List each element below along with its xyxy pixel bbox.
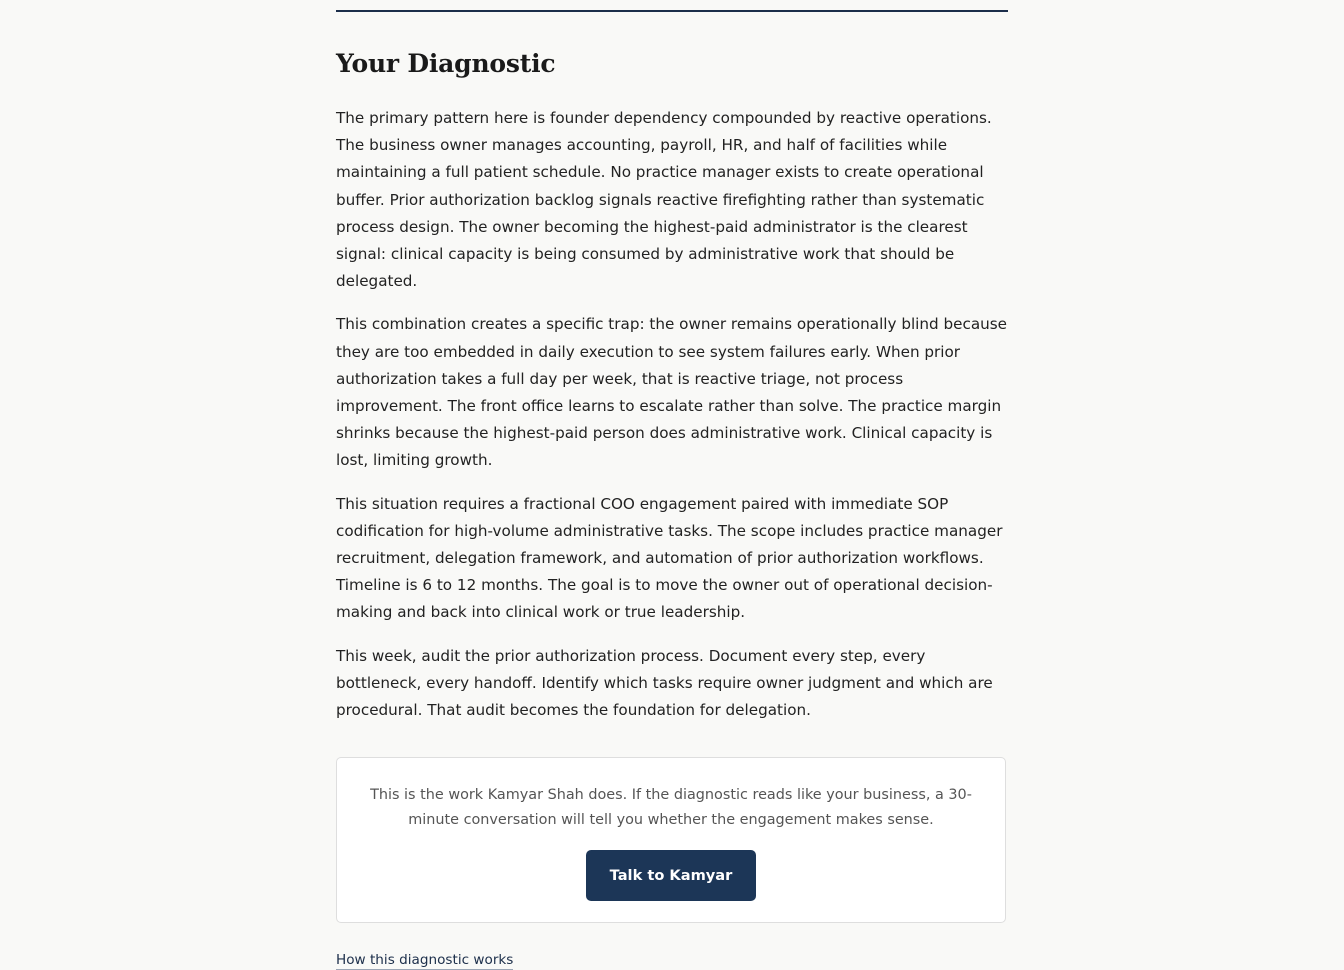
talk-to-kamyar-button[interactable]: Talk to Kamyar xyxy=(586,850,756,901)
diagnostic-paragraph: This situation requires a fractional COO engagement paired with immediate SOP codification for high-volume administrative tasks. The scope includes practice manager recruitment, delegation framework, and automation of prior authorization workflows. Timeline is 6 to 12 months. The goal is to move the owner out of operational decision-making and back into clinical work or true leadership. xyxy=(336,494,1003,622)
page-title: Your Diagnostic xyxy=(336,49,556,78)
diagnostic-paragraph: The primary pattern here is founder dependency compounded by reactive operations. The business owner manages accounting, payroll, HR, and half of facilities while maintaining a full patient schedule. No practice manager exists to create operational buffer. Prior authorization backlog signals reactive firefighting rather than systematic process design. The owner becoming the highest-paid administrator is the clearest signal: clinical capacity is being consumed by administrative work that should be delegated. xyxy=(336,109,992,291)
cta-text: This is the work Kamyar Shah does. If the diagnostic reads like your business, a 30-minute conversation will tell you whether the engagement makes sense. xyxy=(370,787,972,829)
top-divider xyxy=(336,10,1008,12)
diagnostic-page xyxy=(336,10,1008,970)
cta-card xyxy=(336,757,1006,923)
diagnostic-paragraph: This week, audit the prior authorization process. Document every step, every bottleneck, every handoff. Identify which tasks require owner judgment and which are procedural. That audit becomes the foundation for delegation. xyxy=(336,646,993,720)
how-diagnostic-works-link[interactable]: How this diagnostic works xyxy=(336,952,514,969)
diagnostic-paragraph: This combination creates a specific trap: the owner remains operationally blind because they are too embedded in daily execution to see system failures early. When prior authorization takes a full day per week, that is reactive triage, not process improvement. The front office learns to escalate rather than solve. The practice margin shrinks because the highest-paid person does administrative work. Clinical capacity is lost, limiting growth. xyxy=(336,315,1008,470)
diagnostic-body xyxy=(336,105,1008,724)
